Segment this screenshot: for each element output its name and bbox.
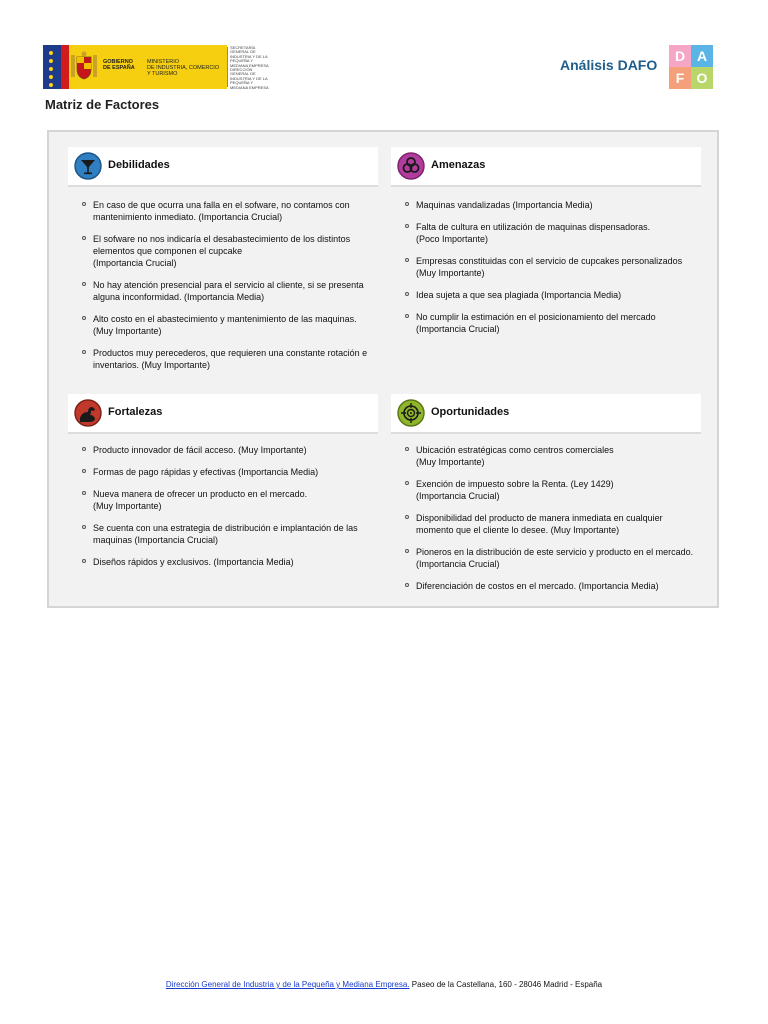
quadrant-label: Amenazas [431, 159, 486, 171]
list-item: Pioneros en la distribución de este servicio y producto en el mercado. (Importancia Crucial) [391, 546, 701, 570]
ministerio-text: MINISTERIO DE INDUSTRIA, COMERCIO Y TURISMO [147, 59, 220, 77]
list-item: El sofware no nos indicaría el desabastecimiento de los distintos elementos que componen el cupcake (Importancia Crucial) [68, 233, 378, 269]
list-item: No cumplir la estimación en el posicionamiento del mercado (Importancia Crucial) [391, 311, 701, 335]
quadrant-label: Debilidades [108, 159, 170, 171]
list-item: Exención de impuesto sobre la Renta. (Ley 1429) (Importancia Crucial) [391, 478, 701, 502]
list-item: Ubicación estratégicas como centros comerciales (Muy Importante) [391, 444, 701, 468]
list-item: Productos muy perecederos, que requieren una constante rotación e inventarios. (Muy Importante) [68, 347, 378, 371]
dafo-logo: D A F O [669, 45, 713, 89]
flexed-arm-icon [74, 399, 102, 427]
government-logo [43, 45, 272, 89]
swot-matrix [47, 130, 719, 608]
factor-list [68, 199, 378, 371]
list-item: Diferenciación de costos en el mercado. (Importancia Media) [391, 580, 701, 592]
quadrant-label: Oportunidades [431, 406, 510, 418]
list-item: No hay atención presencial para el servicio al cliente, si se presenta alguna inconformidad. (Importancia Media) [68, 279, 378, 303]
eu-flag-strip [43, 45, 61, 89]
quadrant-amenazas [391, 147, 701, 345]
gobierno-text: GOBIERNO DE ESPAÑA [103, 59, 135, 71]
quadrant-label: Fortalezas [108, 406, 163, 418]
page-title: Matriz de Factores [45, 97, 160, 112]
dafo-title: Análisis DAFO [560, 57, 658, 73]
coat-of-arms-icon [69, 51, 99, 83]
factor-list [68, 444, 378, 568]
list-item: Empresas constituidas con el servicio de cupcakes personalizados (Muy Importante) [391, 255, 701, 279]
list-item: Idea sujeta a que sea plagiada (Importancia Media) [391, 289, 701, 301]
quadrant-header [391, 394, 701, 434]
quadrant-debilidades [68, 147, 378, 381]
footer-address: Paseo de la Castellana, 160 - 28046 Madrid - España [409, 980, 603, 989]
quadrant-header [68, 394, 378, 434]
factor-list [391, 444, 701, 592]
list-item: Falta de cultura en utilización de maquinas dispensadoras. (Poco Importante) [391, 221, 701, 245]
list-item: En caso de que ocurra una falla en el sofware, no contamos con mantenimiento inmediato. (Importancia Crucial) [68, 199, 378, 223]
list-item: Producto innovador de fácil acceso. (Muy Importante) [68, 444, 378, 456]
list-item: Maquinas vandalizadas (Importancia Media) [391, 199, 701, 211]
target-icon [397, 399, 425, 427]
list-item: Formas de pago rápidas y efectivas (Importancia Media) [68, 466, 378, 478]
quadrant-fortalezas [68, 394, 378, 578]
quadrant-header [391, 147, 701, 187]
factor-list [391, 199, 701, 335]
list-item: Diseños rápidos y exclusivos. (Importancia Media) [68, 556, 378, 568]
quadrant-oportunidades [391, 394, 701, 602]
list-item: Se cuenta con una estrategia de distribución e implantación de las maquinas (Importancia Crucial) [68, 522, 378, 546]
list-item: Nueva manera de ofrecer un producto en el mercado. (Muy Importante) [68, 488, 378, 512]
page-footer [0, 980, 768, 989]
footer-link[interactable]: Dirección General de Industria y de la Pequeña y Mediana Empresa. [165, 980, 410, 989]
biohazard-icon [397, 152, 425, 180]
list-item: Alto costo en el abastecimiento y mantenimiento de las maquinas. (Muy Importante) [68, 313, 378, 337]
quadrant-header [68, 147, 378, 187]
list-item: Disponibilidad del producto de manera inmediata en cualquier momento que el cliente lo desee. (Muy Importante) [391, 512, 701, 536]
cocktail-glass-icon [74, 152, 102, 180]
secretaria-text: SECRETARÍA GENERAL DE INDUSTRIA Y DE LA PEQUEÑA Y MEDIANA EMPRESA DIRECCIÓN GENERAL DE INDUSTRIA Y DE LA PEQUEÑA Y MEDIANA EMPRESA [230, 45, 269, 90]
